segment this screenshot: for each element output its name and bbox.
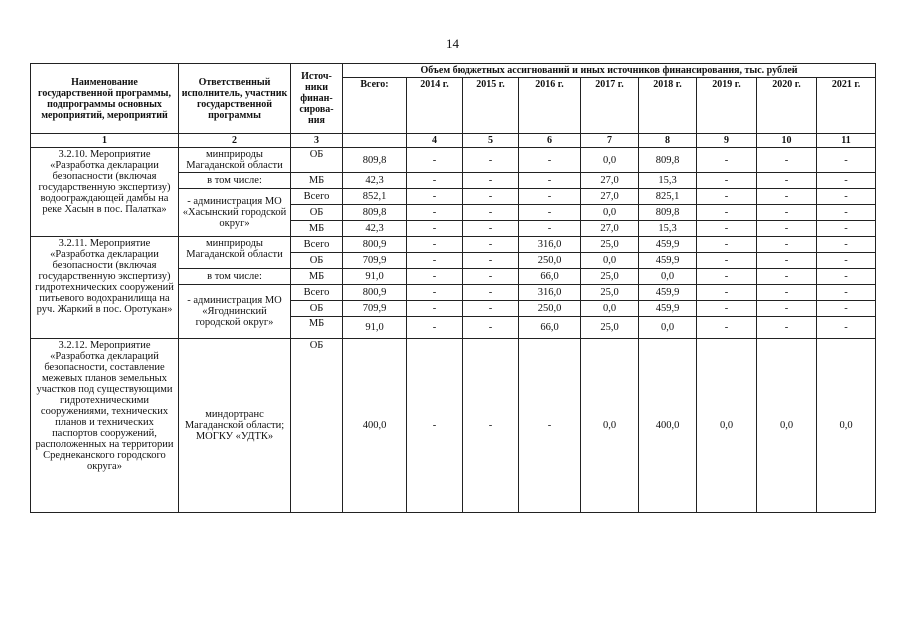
source-cell: Всего xyxy=(291,189,343,205)
value-cell: - xyxy=(757,189,817,205)
value-cell: 0,0 xyxy=(697,339,757,513)
col-budget-group-header: Объем бюджетных ассигнований и иных источников финансирования, тыс. рублей xyxy=(343,64,876,78)
value-cell: 66,0 xyxy=(519,317,581,339)
col-number: 2 xyxy=(179,134,291,148)
value-cell: - xyxy=(463,237,519,253)
table-row xyxy=(31,237,876,253)
page-number: 14 xyxy=(446,36,459,51)
source-cell: ОБ xyxy=(291,301,343,317)
col-number: 11 xyxy=(817,134,876,148)
value-cell: - xyxy=(817,173,876,189)
value-cell: - xyxy=(407,189,463,205)
value-cell: 0,0 xyxy=(581,205,639,221)
value-cell: - xyxy=(519,205,581,221)
value-cell: - xyxy=(817,221,876,237)
col-year-header: 2015 г. xyxy=(463,78,519,134)
source-cell: Всего xyxy=(291,237,343,253)
col-number: 10 xyxy=(757,134,817,148)
col-number: 1 xyxy=(31,134,179,148)
col-year-header: 2016 г. xyxy=(519,78,581,134)
value-cell: - xyxy=(407,237,463,253)
table-row xyxy=(31,148,876,173)
value-cell: - xyxy=(817,205,876,221)
value-cell: - xyxy=(757,205,817,221)
value-cell: - xyxy=(463,285,519,301)
col-year-header: 2021 г. xyxy=(817,78,876,134)
value-cell: - xyxy=(407,253,463,269)
header-row-1 xyxy=(31,64,876,78)
value-cell: 250,0 xyxy=(519,301,581,317)
value-cell: 0,0 xyxy=(581,301,639,317)
value-cell: - xyxy=(757,173,817,189)
source-cell: Всего xyxy=(291,285,343,301)
value-cell: 25,0 xyxy=(581,317,639,339)
value-cell: 809,8 xyxy=(639,205,697,221)
value-cell: 459,9 xyxy=(639,253,697,269)
value-cell: - xyxy=(463,339,519,513)
executor-cell: минприроды Магаданской области xyxy=(179,148,291,173)
value-cell: - xyxy=(463,269,519,285)
col-name-header: Наименование государственной программы, подпрограммы основных мероприятий, мероприятий xyxy=(31,64,179,134)
value-cell: - xyxy=(697,148,757,173)
value-cell: - xyxy=(697,205,757,221)
value-cell: 91,0 xyxy=(343,317,407,339)
value-cell: 800,9 xyxy=(343,237,407,253)
value-cell: - xyxy=(463,173,519,189)
value-cell: - xyxy=(757,317,817,339)
value-cell: 825,1 xyxy=(639,189,697,205)
value-cell: - xyxy=(407,317,463,339)
source-cell: ОБ xyxy=(291,148,343,173)
value-cell: 250,0 xyxy=(519,253,581,269)
value-cell: 316,0 xyxy=(519,237,581,253)
value-cell: 42,3 xyxy=(343,221,407,237)
source-cell: ОБ xyxy=(291,339,343,513)
value-cell: - xyxy=(757,253,817,269)
value-cell: - xyxy=(697,221,757,237)
budget-table xyxy=(30,63,876,513)
value-cell: - xyxy=(817,317,876,339)
value-cell: - xyxy=(817,301,876,317)
value-cell: 800,9 xyxy=(343,285,407,301)
value-cell: 42,3 xyxy=(343,173,407,189)
value-cell: 15,3 xyxy=(639,221,697,237)
col-number xyxy=(343,134,407,148)
activity-name: 3.2.11. Мероприятие «Разработка декларации безопасности (включая государственную экспертизу) гидротехнических сооружений питьевого водохранилища на руч. Жаркий в пос. Оротукан» xyxy=(31,237,179,339)
value-cell: 15,3 xyxy=(639,173,697,189)
value-cell: 809,8 xyxy=(639,148,697,173)
value-cell: - xyxy=(463,317,519,339)
value-cell: 459,9 xyxy=(639,301,697,317)
value-cell: 852,1 xyxy=(343,189,407,205)
value-cell: 27,0 xyxy=(581,173,639,189)
value-cell: - xyxy=(757,301,817,317)
value-cell: - xyxy=(407,148,463,173)
col-number: 4 xyxy=(407,134,463,148)
executor-cell: в том числе: xyxy=(179,269,291,285)
value-cell: - xyxy=(817,148,876,173)
value-cell: - xyxy=(463,221,519,237)
value-cell: - xyxy=(697,173,757,189)
value-cell: - xyxy=(697,269,757,285)
source-cell: МБ xyxy=(291,221,343,237)
executor-cell: минприроды Магаданской области xyxy=(179,237,291,269)
value-cell: 66,0 xyxy=(519,269,581,285)
value-cell: - xyxy=(757,237,817,253)
value-cell: - xyxy=(697,285,757,301)
col-year-header: 2020 г. xyxy=(757,78,817,134)
source-cell: ОБ xyxy=(291,205,343,221)
value-cell: - xyxy=(519,189,581,205)
value-cell: 459,9 xyxy=(639,237,697,253)
value-cell: 0,0 xyxy=(581,339,639,513)
value-cell: 709,9 xyxy=(343,301,407,317)
source-cell: МБ xyxy=(291,317,343,339)
executor-cell: - администрация МО «Ягоднинский городской округ» xyxy=(179,285,291,339)
value-cell: - xyxy=(757,269,817,285)
value-cell: - xyxy=(519,221,581,237)
value-cell: - xyxy=(407,205,463,221)
col-number: 5 xyxy=(463,134,519,148)
value-cell: - xyxy=(817,253,876,269)
activity-name: 3.2.12. Мероприятие «Разработка деклараций безопасности, составление межевых планов земельных участков под существующими гидротехническими сооружениями, технических планов и технических паспортов сооружений, расположенных на территории Среднеканского городского округа» xyxy=(31,339,179,513)
executor-cell: в том числе: xyxy=(179,173,291,189)
value-cell: - xyxy=(697,301,757,317)
value-cell: 709,9 xyxy=(343,253,407,269)
value-cell: 316,0 xyxy=(519,285,581,301)
value-cell: 25,0 xyxy=(581,237,639,253)
col-executor-header: Ответственный исполнитель, участник государственной программы xyxy=(179,64,291,134)
value-cell: 0,0 xyxy=(639,317,697,339)
executor-cell: - администрация МО «Хасынский городской округ» xyxy=(179,189,291,237)
value-cell: 809,8 xyxy=(343,205,407,221)
value-cell: 0,0 xyxy=(757,339,817,513)
table-row xyxy=(31,339,876,513)
value-cell: - xyxy=(407,173,463,189)
col-number: 9 xyxy=(697,134,757,148)
value-cell: 0,0 xyxy=(581,253,639,269)
value-cell: - xyxy=(817,285,876,301)
value-cell: - xyxy=(407,301,463,317)
value-cell: - xyxy=(817,269,876,285)
value-cell: 27,0 xyxy=(581,221,639,237)
value-cell: - xyxy=(463,189,519,205)
value-cell: - xyxy=(817,189,876,205)
value-cell: - xyxy=(757,221,817,237)
value-cell: 0,0 xyxy=(817,339,876,513)
value-cell: 459,9 xyxy=(639,285,697,301)
value-cell: - xyxy=(407,339,463,513)
value-cell: 25,0 xyxy=(581,269,639,285)
value-cell: 27,0 xyxy=(581,189,639,205)
col-number: 7 xyxy=(581,134,639,148)
col-total-header: Всего: xyxy=(343,78,407,134)
value-cell: - xyxy=(463,148,519,173)
col-year-header: 2019 г. xyxy=(697,78,757,134)
column-numbers-row xyxy=(31,134,876,148)
col-year-header: 2014 г. xyxy=(407,78,463,134)
value-cell: - xyxy=(407,221,463,237)
value-cell: 91,0 xyxy=(343,269,407,285)
col-number: 6 xyxy=(519,134,581,148)
value-cell: 25,0 xyxy=(581,285,639,301)
value-cell: - xyxy=(407,285,463,301)
col-number: 3 xyxy=(291,134,343,148)
col-year-header: 2018 г. xyxy=(639,78,697,134)
value-cell: - xyxy=(463,205,519,221)
value-cell: - xyxy=(697,189,757,205)
value-cell: 0,0 xyxy=(639,269,697,285)
value-cell: - xyxy=(817,237,876,253)
col-sources-header: Источ-ники финан-сирова-ния xyxy=(291,64,343,134)
value-cell: - xyxy=(519,173,581,189)
value-cell: - xyxy=(697,253,757,269)
value-cell: - xyxy=(407,269,463,285)
source-cell: ОБ xyxy=(291,253,343,269)
source-cell: МБ xyxy=(291,269,343,285)
value-cell: 0,0 xyxy=(581,148,639,173)
col-year-header: 2017 г. xyxy=(581,78,639,134)
source-cell: МБ xyxy=(291,173,343,189)
value-cell: - xyxy=(757,148,817,173)
value-cell: 400,0 xyxy=(343,339,407,513)
value-cell: - xyxy=(463,253,519,269)
value-cell: - xyxy=(757,285,817,301)
value-cell: - xyxy=(519,148,581,173)
col-number: 8 xyxy=(639,134,697,148)
value-cell: 400,0 xyxy=(639,339,697,513)
value-cell: 809,8 xyxy=(343,148,407,173)
activity-name: 3.2.10. Мероприятие «Разработка декларации безопасности (включая государственную экспертизу) водоограждающей дамбы на реке Хасын в пос. Палатка» xyxy=(31,148,179,237)
value-cell: - xyxy=(697,317,757,339)
value-cell: - xyxy=(697,237,757,253)
executor-cell: миндортранс Магаданской области; МОГКУ «УДТК» xyxy=(179,339,291,513)
value-cell: - xyxy=(519,339,581,513)
value-cell: - xyxy=(463,301,519,317)
